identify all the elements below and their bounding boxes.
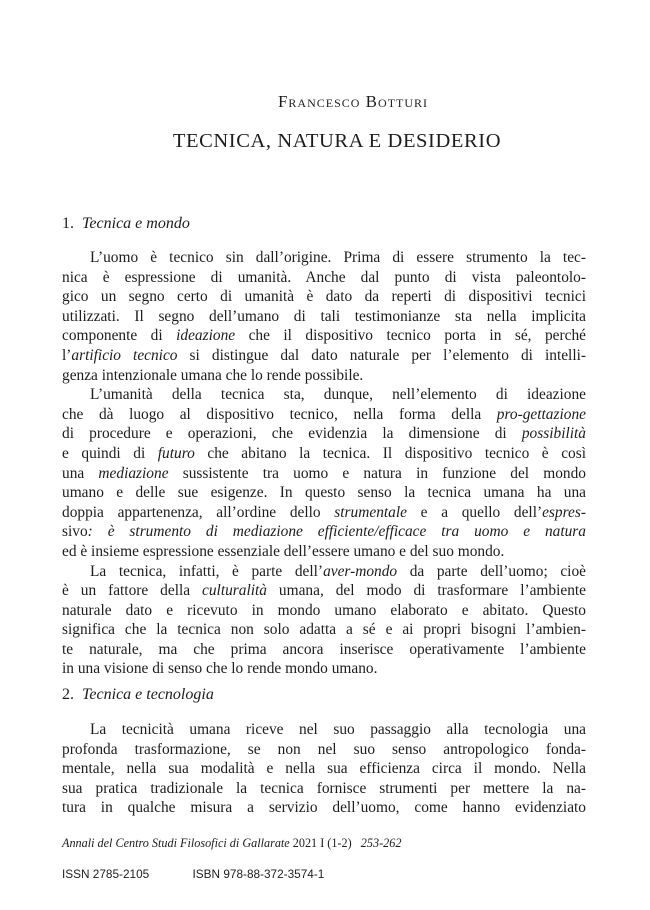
text-run: umana, del modo di trasformare l’ambiente [267,582,587,600]
section-2-body [62,720,586,818]
text-line [62,326,586,346]
section-1-number: 1. [62,215,74,232]
section-2-number: 2. [62,686,74,703]
text-run: che il dispositivo tecnico porta in sé, perché [235,327,586,345]
author-name: Francesco Botturi [277,92,429,111]
text-run: nica è espressione di umanità. Anche dal punto di vista paleontolo- [62,268,586,286]
emphasis: culturalità [202,582,267,600]
text-run: La tecnicità umana riceve nel suo passaggio alla tecnologia una [90,721,586,738]
text-line [62,522,586,542]
text-line [62,385,586,405]
journal-citation [62,836,401,851]
text-line [62,759,586,779]
text-run: doppia appartenenza, all’ordine dello [62,503,335,521]
text-run: che abitano la tecnica. Il dispositivo tecnico è così [194,444,586,462]
text-line [62,601,586,621]
emphasis: possibilità [521,425,586,443]
text-line [62,444,586,464]
page-range: 253-262 [360,836,402,850]
text-run: te naturale, ma che prima ancora inserisce operativamente l’ambiente [62,640,586,658]
text-line [62,424,586,444]
emphasis: pro-gettazione [496,405,586,423]
text-run: sivo [62,523,88,541]
text-run: l’ [62,346,72,364]
text-run: e quindi di [62,444,158,462]
text-run: da parte dell’uomo; cioè [397,562,586,580]
journal-name: Annali del Centro Studi Filosofici di Gallarate [62,836,290,850]
text-line [62,307,586,327]
text-line [62,483,586,503]
text-run: mentale, nella sua modalità e nella sua efficienza circa il mondo. Nella [62,760,586,778]
emphasis: strumentale [334,503,407,521]
text-line [62,720,586,740]
article-title: TECNICA, NATURA E DESIDERIO [172,130,502,152]
text-run: sussistente tra uomo e natura in funzione del mondo [168,464,586,482]
text-line [62,464,586,484]
journal-issue: 2021 I (1-2) [292,836,352,850]
text-run: tura in qualche misura a servizio dell’uomo, come hanno evidenziato [62,799,586,817]
text-run: che dà luogo al dispositivo tecnico, nella forma della [62,405,497,423]
text-run: L’uomo è tecnico sin dall’origine. Prima di essere strumento la tec- [90,249,586,266]
text-run: umano e delle sue esigenze. In questo senso la tecnica umana ha una [62,484,586,502]
section-2-heading [62,686,214,704]
text-run: una [62,464,99,482]
text-run: di procedure e operazioni, che evidenzia la dimensione di [62,425,522,443]
emphasis: : è strumento di mediazione efficiente/efficace tra uomo e natura [87,523,586,541]
text-line [62,779,586,799]
text-line [62,562,586,582]
text-run: è un fattore della [62,582,203,600]
text-line [62,798,586,818]
text-run: gico un segno certo di umanità è dato da reperti di dispositivi tecnici [62,288,586,306]
text-line [62,248,586,268]
emphasis: aver-mondo [323,562,398,580]
text-line [62,287,586,307]
identifiers [62,867,324,881]
text-line [62,405,586,425]
text-run: ed è insieme espressione essenziale dell’essere umano e del suo mondo. [62,542,505,560]
text-line [62,503,586,523]
text-line [62,659,586,679]
emphasis: mediazione [98,464,169,482]
text-line [62,268,586,288]
section-1-body [62,248,586,679]
section-1-heading [62,215,190,233]
text-run: si distingue dal dato naturale per l’elemento di intelli- [177,346,587,364]
text-run: utilizzati. Il segno dell’umano di tali testimonianze sta nella implicita [62,307,586,325]
text-line [62,740,586,760]
text-run: L’umanità della tecnica sta, dunque, nell’elemento di ideazione [90,386,586,404]
emphasis: futuro [157,444,195,462]
text-run: genza intenzionale umana che lo rende possibile. [62,366,364,384]
text-line [62,620,586,640]
emphasis: espres- [542,503,586,521]
text-run: componente di [62,327,177,345]
text-run: profonda trasformazione, se non nel suo senso antropologico fonda- [62,740,586,758]
text-run: significa che la tecnica non solo adatta a sé e ai propri bisogni l’ambien- [62,621,586,639]
isbn: ISBN 978-88-372-3574-1 [192,867,325,881]
text-run: La tecnica, infatti, è parte dell’ [90,562,324,580]
text-line [62,542,586,562]
text-run: sua pratica tradizionale la tecnica fornisce strumenti per mettere la na- [62,779,586,797]
text-run: e a quello dell’ [406,503,543,521]
text-run: naturale dato e ricevuto in mondo umano elaborato e abitato. Questo [62,601,586,619]
text-line [62,366,586,386]
section-1-title: Tecnica e mondo [82,215,190,232]
text-run: in una visione di senso che lo rende mondo umano. [62,660,378,678]
text-line [62,581,586,601]
emphasis: artificio tecnico [71,346,178,364]
text-line [62,346,586,366]
emphasis: ideazione [176,327,236,345]
section-2-title: Tecnica e tecnologia [82,686,214,703]
issn: ISSN 2785-2105 [62,867,150,881]
text-line [62,640,586,660]
